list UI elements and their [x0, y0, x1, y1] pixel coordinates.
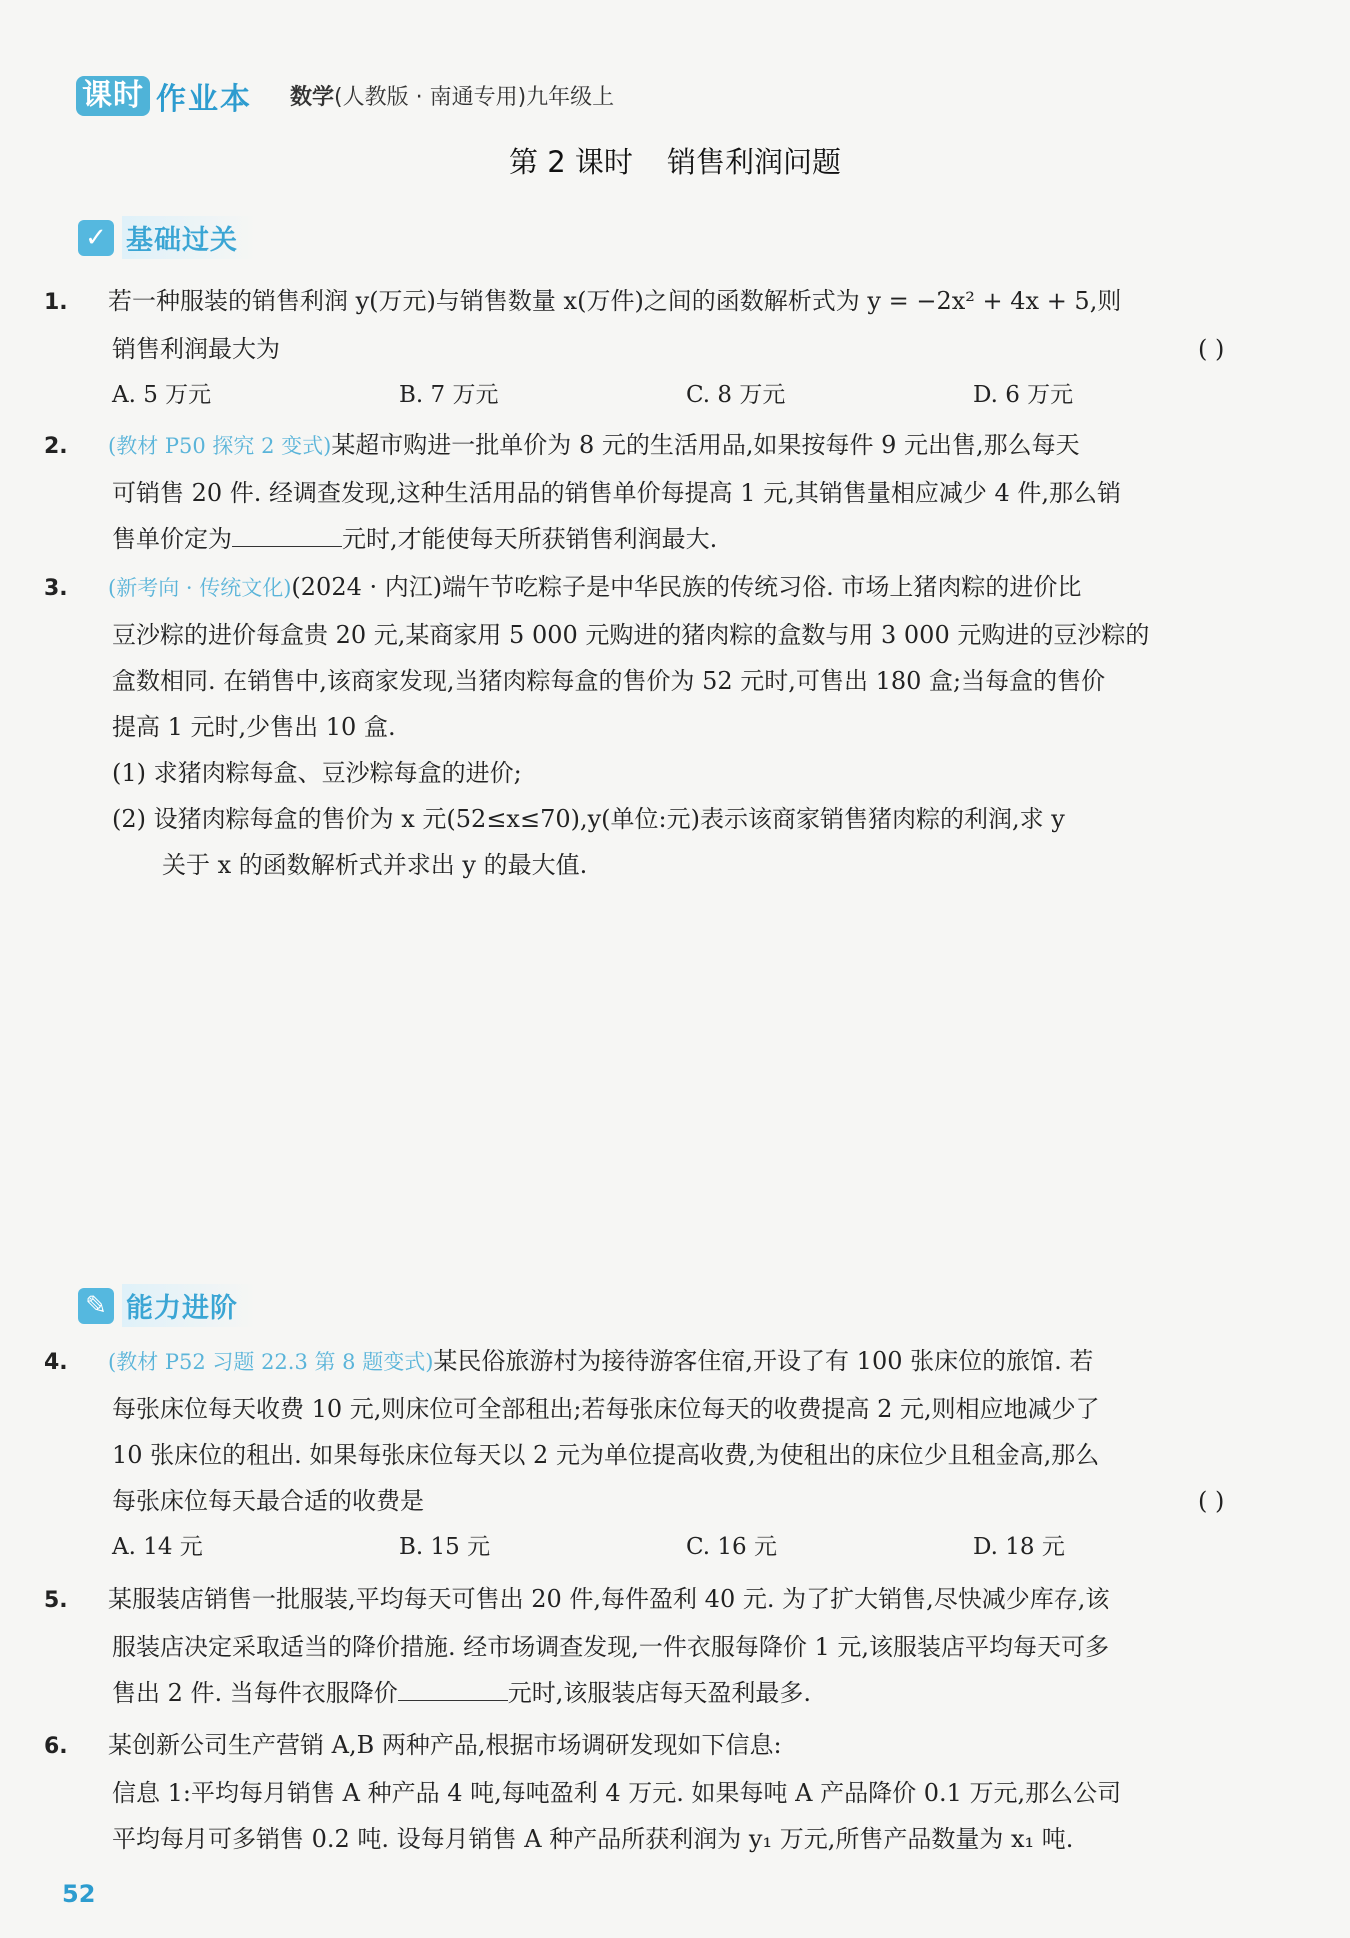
book-info [290, 80, 614, 111]
q5-line1 [44, 1576, 1268, 1624]
brand-text: 作业本 [156, 82, 252, 117]
subject: 数学 [290, 85, 335, 110]
q3-text2: 豆沙粽的进价每盒贵 20 元,某商家用 5 000 元购进的猪肉粽的盒数与用 3 000 元购进的豆沙粽的 [112, 621, 1150, 649]
q2-answer-blank[interactable] [232, 522, 342, 547]
q5-text2: 服装店决定采取适当的降价措施. 经市场调查发现,一件衣服每降价 1 元,该服装店平均每天可多 [112, 1633, 1110, 1661]
q5-text3b: 元时,该服装店每天盈利最多. [507, 1679, 812, 1707]
q5-answer-blank[interactable] [398, 1676, 508, 1701]
q4-text1: 某民俗旅游村为接待游客住宿,开设了有 100 张床位的旅馆. 若 [433, 1347, 1094, 1375]
q2-text3a: 售单价定为 [112, 525, 232, 553]
q2-text2: 可销售 20 件. 经调查发现,这种生活用品的销售单价每提高 1 元,其销售量相应减少 4 件,那么销 [112, 479, 1121, 507]
question-5 [44, 1576, 1268, 1716]
q3-text4: 提高 1 元时,少售出 10 盒. [112, 713, 396, 741]
q4-text3: 10 张床位的租出. 如果每张床位每天以 2 元为单位提高收费,为使租出的床位少且租金高,那么 [112, 1441, 1100, 1469]
q4-option-c[interactable]: C. 16 元 [686, 1534, 777, 1560]
q6-text3: 平均每月可多销售 0.2 吨. 设每月销售 A 种产品所获利润为 y₁ 万元,所售产品数量为 x₁ 吨. [112, 1825, 1074, 1853]
q3-tag: (新考向 · 传统文化) [108, 576, 292, 600]
q3-sub2-line2: 关于 x 的函数解析式并求出 y 的最大值. [162, 851, 588, 879]
q4-line1 [44, 1338, 1268, 1386]
q2-text1: 某超市购进一批单价为 8 元的生活用品,如果按每件 9 元出售,那么每天 [331, 431, 1080, 459]
q1-number: 1. [44, 290, 68, 315]
q2-tag: (教材 P50 探究 2 变式) [108, 434, 332, 458]
q4-text2: 每张床位每天收费 10 元,则床位可全部租出;若每张床位每天的收费提高 2 元,则相应地减少了 [112, 1395, 1100, 1423]
q6-text1: 某创新公司生产营销 A,B 两种产品,根据市场调研发现如下信息: [108, 1731, 782, 1759]
q5-line3 [78, 1670, 1268, 1716]
q3-text3: 盒数相同. 在销售中,该商家发现,当猪肉粽每盒的售价为 52 元时,可售出 180 盒;当每盒的售价 [112, 667, 1106, 695]
q6-text2: 信息 1:平均每月销售 A 种产品 4 吨,每吨盈利 4 万元. 如果每吨 A 产品降价 0.1 万元,那么公司 [112, 1779, 1122, 1807]
q2-text3b: 元时,才能使每天所获销售利润最大. [342, 525, 718, 553]
question-2 [44, 422, 1268, 562]
q4-option-b[interactable]: B. 15 元 [399, 1534, 491, 1560]
q5-text1: 某服装店销售一批服装,平均每天可售出 20 件,每件盈利 40 元. 为了扩大销售,尽快减少库存,该 [108, 1585, 1110, 1613]
q1-option-b[interactable]: B. 7 万元 [399, 382, 499, 408]
q1-option-a[interactable]: A. 5 万元 [112, 382, 212, 408]
q3-number: 3. [44, 576, 68, 601]
question-3 [44, 564, 1268, 888]
section-label: 能力进阶 [122, 1284, 256, 1327]
q1-text2: 销售利润最大为 [112, 335, 280, 363]
q6-line1 [44, 1722, 1268, 1770]
section-advanced [78, 1284, 256, 1327]
q3-sub1: (1) 求猪肉粽每盒、豆沙粽每盒的进价; [112, 759, 522, 787]
q1-options [78, 372, 1268, 418]
q5-number: 5. [44, 1588, 68, 1613]
q4-tag: (教材 P52 习题 22.3 第 8 题变式) [108, 1350, 434, 1374]
brand-logo [76, 76, 252, 116]
lesson-title: 销售利润问题 [666, 145, 841, 179]
edition: (人教版 · 南通专用)九年级上 [334, 85, 615, 110]
q1-option-d[interactable]: D. 6 万元 [973, 382, 1074, 408]
brand-box: 课时 [76, 76, 150, 116]
page-number: 52 [62, 1880, 96, 1908]
question-4 [44, 1338, 1268, 1570]
q1-line2 [78, 326, 1268, 372]
section-label: 基础过关 [122, 216, 256, 259]
lesson-number: 第 2 课时 [509, 145, 633, 179]
q2-line3 [78, 516, 1268, 562]
q4-line4 [78, 1478, 1268, 1524]
q4-text4: 每张床位每天最合适的收费是 [112, 1487, 424, 1515]
q1-text1: 若一种服装的销售利润 y(万元)与销售数量 x(万件)之间的函数解析式为 y = −2x² + 4x + 5,则 [108, 287, 1122, 315]
q2-line1 [44, 422, 1268, 470]
q2-number: 2. [44, 434, 68, 459]
q5-text3a: 售出 2 件. 当每件衣服降价 [112, 1679, 398, 1707]
q3-sub2-line1: (2) 设猪肉粽每盒的售价为 x 元(52≤x≤70),y(单位:元)表示该商家销售猪肉粽的利润,求 y [112, 805, 1065, 833]
check-icon: ✓ [78, 220, 114, 256]
q4-number: 4. [44, 1350, 68, 1375]
q4-option-d[interactable]: D. 18 元 [973, 1534, 1065, 1560]
q3-text1: (2024 · 内江)端午节吃粽子是中华民族的传统习俗. 市场上猪肉粽的进价比 [291, 573, 1082, 601]
q1-option-c[interactable]: C. 8 万元 [686, 382, 786, 408]
pencil-icon: ✎ [78, 1288, 114, 1324]
question-6 [44, 1722, 1268, 1862]
q1-line1 [44, 278, 1268, 326]
question-1 [44, 278, 1268, 418]
q4-option-a[interactable]: A. 14 元 [112, 1534, 203, 1560]
q3-line1 [44, 564, 1268, 612]
q1-answer-paren[interactable]: ( ) [1198, 335, 1225, 363]
q4-answer-paren[interactable]: ( ) [1198, 1487, 1225, 1515]
q4-options [78, 1524, 1268, 1570]
page-title [0, 140, 1350, 181]
q6-number: 6. [44, 1734, 68, 1759]
section-basic [78, 216, 256, 259]
